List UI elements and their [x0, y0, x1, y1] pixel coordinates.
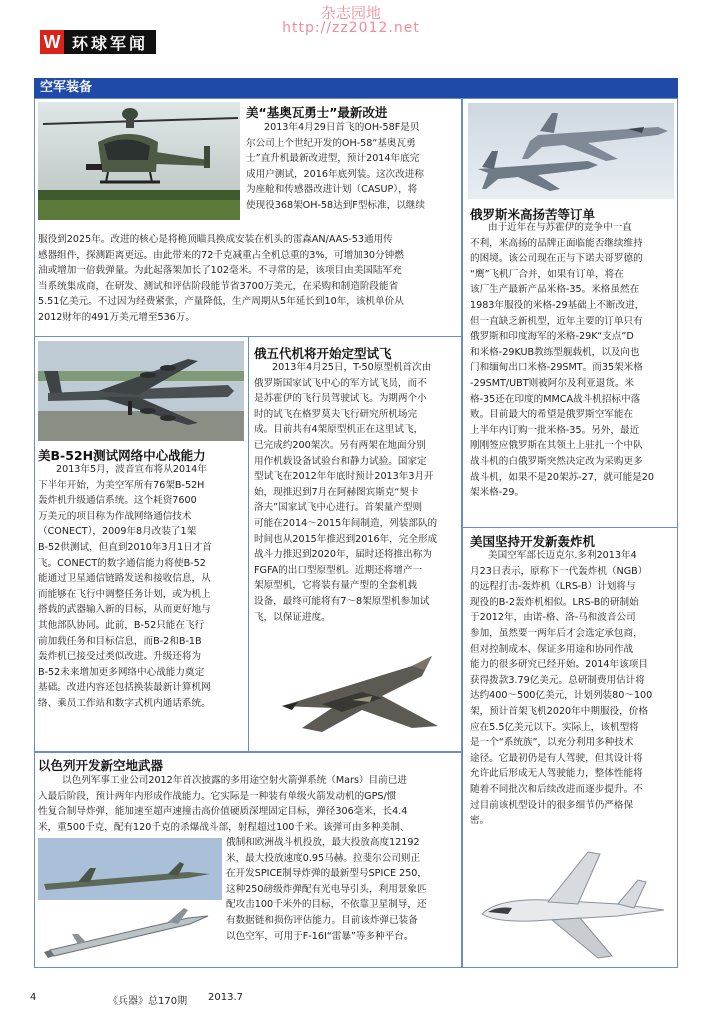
text-line: 可能在2014～2015年间制造，列装部队的	[254, 517, 438, 529]
text-line: 允许此后形成无人驾驶能力，整体性能将	[470, 768, 643, 780]
text-line: 获得拨款3.79亿美元。总研制费用估计将	[470, 674, 645, 686]
text-line: 门和缅甸出口米格-29SMT。而35架米格	[470, 362, 643, 374]
text-line: 米，重500千克，配有120千克的杀爆战斗部，射程超过100千米。该弹可由多种美制、	[38, 821, 410, 833]
helicopter-photo	[38, 102, 240, 220]
article-title: 美“基奥瓦勇士”最新改进	[246, 105, 388, 120]
text-line: 油或增加一倍载弹量。为此起落架加长了102毫米。不寻常的是，该项目由美国陆军充	[38, 265, 402, 277]
text-line: 是一个“系统族”，以充分利用多种技术	[470, 737, 634, 749]
article-body-continued	[226, 835, 458, 944]
text-line: 为座舱和传感器改进计划（CASUP），将	[246, 184, 418, 196]
text-line: 刚刚签应俄罗斯在其领土上驻扎一个中队	[470, 440, 643, 452]
article-body	[470, 548, 672, 829]
text-line: -29SMT/UBT则被阿尔及利亚退货。米	[470, 377, 635, 389]
text-line: 月23日表示，原称下一代轰炸机（NGB）	[470, 565, 648, 577]
text-line: B-52供测试，但直到2010年3月1日才首	[38, 541, 212, 553]
text-line: 其他部队协同。此前，B-52只能在飞行	[38, 619, 205, 631]
text-line: 络、乘员工作站和数字式机内通话系统。	[38, 697, 211, 709]
text-line: 不利，米高扬的品牌正面临能否继续维持	[470, 237, 643, 249]
issue-date: 2013.7	[208, 992, 243, 1003]
article-title: 以色列开发新空地武器	[38, 758, 164, 773]
text-line: 俄罗斯和印度海军的米格-29K“支点”D	[470, 331, 634, 343]
text-line: 能力的很多研究已经开始。2014年该项目	[470, 659, 648, 671]
text-line: 时的试飞在格罗莫夫飞行研究所机场完	[254, 408, 418, 420]
watermark-url[interactable]: http://zz2012.net	[282, 20, 420, 36]
section-header: 空军装备	[34, 78, 678, 98]
article-title: 俄罗斯米高扬苦等订单	[470, 207, 596, 222]
masthead-title: 环球军闻	[64, 30, 156, 54]
article-body	[246, 120, 456, 214]
text-line: 败。目前最大的希望是俄罗斯空军能在	[470, 409, 634, 421]
article-body-continued	[38, 232, 458, 326]
text-line: 和米格-29KUB教练型舰载机，以及向也	[470, 346, 640, 358]
bomber-photo	[38, 341, 244, 441]
fighter-jets-photo	[468, 103, 674, 199]
article-body	[38, 773, 458, 835]
text-line: 2013年4月29日首飞的OH-58F是贝	[264, 122, 420, 133]
text-line: 途径。它最初仍是有人驾驶，但其设计将	[470, 752, 643, 764]
text-line: 美国空军部长迈克尔.多利2013年4	[488, 550, 637, 561]
text-line: 飞。CONECT的数字通信能力将使B-52	[38, 557, 206, 569]
text-line: 架，预计首架飞机2020年中期服役，价格	[470, 705, 648, 717]
text-line: 用作机载设备试验台和静力试验。国家定	[254, 455, 427, 467]
text-line: 万美元的项目称为作战网络通信技术	[38, 510, 192, 522]
text-line: 1983年服役的米格-29基础上不断改进，	[470, 299, 645, 311]
text-line: 5.51亿美元。不过因为经费紧张，产量降低，生产周期从5年延长到10年，该机单价从	[38, 296, 404, 308]
text-line: 的困境。该公司现在正与下诺夫哥罗德的	[470, 253, 643, 265]
divider	[248, 337, 249, 752]
text-line: 有数据链和损伤评估能力。目前该炸弹已装备	[226, 914, 418, 926]
text-line: 基础。改进内容还包括换装最新计算机网	[38, 682, 211, 694]
text-line: 2013年4月25日，T-50原型机首次由	[272, 362, 432, 373]
text-line: 架原型机，它将装有量产型的全套机载	[254, 580, 418, 592]
text-line: 格-35还在印度的MMCA战斗机招标中落	[470, 393, 641, 405]
text-line: 但一直缺乏新机型，近年主要的订单只有	[470, 315, 643, 327]
text-line: B-52未来增加更多网络中心战能力奠定	[38, 666, 205, 678]
text-line: 设备，最终可能将有7～8架原型机参加试	[254, 595, 430, 607]
text-line: 始，现推迟到7月在阿赫图宾斯克“契卡	[254, 486, 419, 498]
text-line: 轰炸机升级通信系统。这个耗资7600	[38, 495, 197, 507]
text-line: 过目前该机型设计的很多细节仍严格保	[470, 799, 634, 811]
text-line: 但对控制成本、保证多用途和协同作战	[470, 643, 634, 655]
masthead-logo	[40, 30, 156, 54]
text-line: 以色列军事工业公司2012年首次披露的多用途空射火箭弹系统（Mars）目前已进	[62, 775, 407, 786]
article-body	[470, 220, 672, 501]
text-line: 在开发SPICE制导炸弹的最新型号SPICE 250，	[226, 868, 428, 880]
article-title: 俄五代机将开始定型试飞	[254, 346, 392, 361]
magazine-issue: 《兵器》总170期	[108, 996, 188, 1007]
article-body	[38, 462, 244, 712]
text-line: 搭载的武器输入新的目标，从而更好地与	[38, 604, 211, 616]
text-line: 当系统集成商，在研发、测试和评估阶段能节省3700万美元，在采购和制造阶段能省	[38, 280, 399, 292]
text-line: 入最后阶段，预计两年内形成作战能力。它实际是一种装有单级火箭发动机的GPS/惯	[38, 790, 397, 802]
text-line: 于2012年，由诺-格、洛-马和波音公司	[470, 612, 636, 624]
text-line: 由于近年在与苏霍伊的竞争中一直	[488, 222, 632, 233]
text-line: 俄罗斯国家试飞中心的军方试飞员，而不	[254, 377, 427, 389]
text-line: FGFA的出口型原型机。近期还将增产一	[254, 564, 423, 576]
text-line: 已完成约200架次。另有两架在地面分别	[254, 439, 426, 451]
text-line: 时间也从2015年推迟到2016年，完全形成	[254, 533, 438, 545]
text-line: 随着不同批次和后续改进而逐步提升。不	[470, 783, 643, 795]
article-title: 美国坚持开发新轰炸机	[470, 534, 596, 549]
text-line: 性复合制导炸弹，能加速至超声速撞击高价值硬质深埋固定目标，弹径306毫米，长4.4	[38, 806, 408, 818]
missile-photo	[38, 838, 222, 966]
text-line: 2012财年的491万美元增至536万。	[38, 311, 195, 323]
text-line: 是苏霍伊的飞行员驾驶试飞。为期两个小	[254, 393, 427, 405]
text-line: 服役到2025年。改进的核心是将桅顶瞄具换成安装在机头的雷森AN/AAS-53通用传	[38, 234, 393, 245]
text-line: 飞，以保证进度。	[254, 611, 331, 623]
text-line: 参加，虽然要一两年后才会选定承包商，	[470, 627, 643, 639]
text-line: 而能够在飞行中调整任务计划，或为机上	[38, 588, 211, 600]
stealth-fighter-photo	[262, 636, 458, 748]
text-line: 洛夫”国家试飞中心进行。首架量产型则	[254, 502, 423, 514]
text-line: 下半年开始，为美空军所有76架B-52H	[38, 479, 205, 491]
text-line: 战斗机的白俄罗斯突然决定改为采购更多	[470, 455, 643, 467]
text-line: （CONECT），2009年8月改装了1架	[38, 526, 197, 538]
text-line: 该厂生产最新产品米格-35。米格虽然在	[470, 284, 640, 296]
text-line: 配攻击100千米外的目标，不依靠卫星制导，还	[226, 899, 427, 911]
text-line: 上半年内订购一批米格-35。另外，最近	[470, 424, 640, 436]
text-line: 轰炸机已接受过类似改进。升级还将为	[38, 651, 202, 663]
text-line: 战斗力推迟到2020年，届时还将推出称为	[254, 549, 432, 561]
text-line: 使现役368架OH-58达到F型标准，以继续	[246, 199, 425, 211]
text-line: 以色空军，可用于F-16I“雷暴”等多种平台。	[226, 930, 414, 942]
text-line: 密。	[470, 815, 490, 827]
text-line: 这种250磅级炸弹配有光电导引头，利用景象匹	[226, 883, 427, 895]
text-line: 架米格-29。	[470, 487, 525, 499]
text-line: 成。目前共有4架原型机正在这里试飞，	[254, 424, 424, 436]
article-body	[254, 360, 458, 625]
text-line: 现役的B-2轰炸机相似。LRS-B的研制始	[470, 596, 639, 608]
text-line: 型试飞在2012年年底时预计2013年3月开	[254, 471, 434, 483]
text-line: 应在5.5亿美元以下。实际上，该机型将	[470, 721, 639, 733]
text-line: 尔公司上个世纪开发的OH-58“基奥瓦勇	[246, 137, 416, 149]
masthead-badge: W	[40, 30, 64, 54]
text-line: 俄制和欧洲战斗机投放，最大投放高度12192	[226, 837, 420, 848]
text-line: “鹰”飞机厂合并，如果有订单，将在	[470, 268, 624, 280]
text-line: 2013年5月，波音宣布将从2014年	[56, 464, 207, 475]
text-line: 的远程打击-轰炸机（LRS-B）计划将与	[470, 581, 636, 593]
watermark-title: 杂志园地	[320, 4, 381, 22]
text-line: 达约400～500亿美元，计划列装80～100	[470, 690, 653, 702]
text-line: 能通过卫星通信链路发送和接收信息，从	[38, 573, 211, 585]
divider	[462, 527, 678, 528]
text-line: 米，最大投放速度0.95马赫。拉斐尔公司则正	[226, 852, 421, 864]
page-number: 4	[30, 992, 37, 1003]
bomber-concept-image	[468, 840, 674, 964]
text-line: 前加载任务和目标信息，而B-2和B-1B	[38, 635, 202, 647]
article-title: 美B-52H测试网络中心战能力	[38, 448, 206, 463]
text-line: 成用户测试，2016年底列装。这次改进称	[246, 168, 424, 180]
text-line: 士”直升机最新改进型，预计2014年底完	[246, 153, 420, 165]
text-line: 感器组件，探测距离更远。由此带来的72千克减重占全机总重的3%，可增加30分钟燃	[38, 249, 404, 261]
text-line: 战斗机，如果不是20架苏-27，就可能是20	[470, 471, 654, 483]
